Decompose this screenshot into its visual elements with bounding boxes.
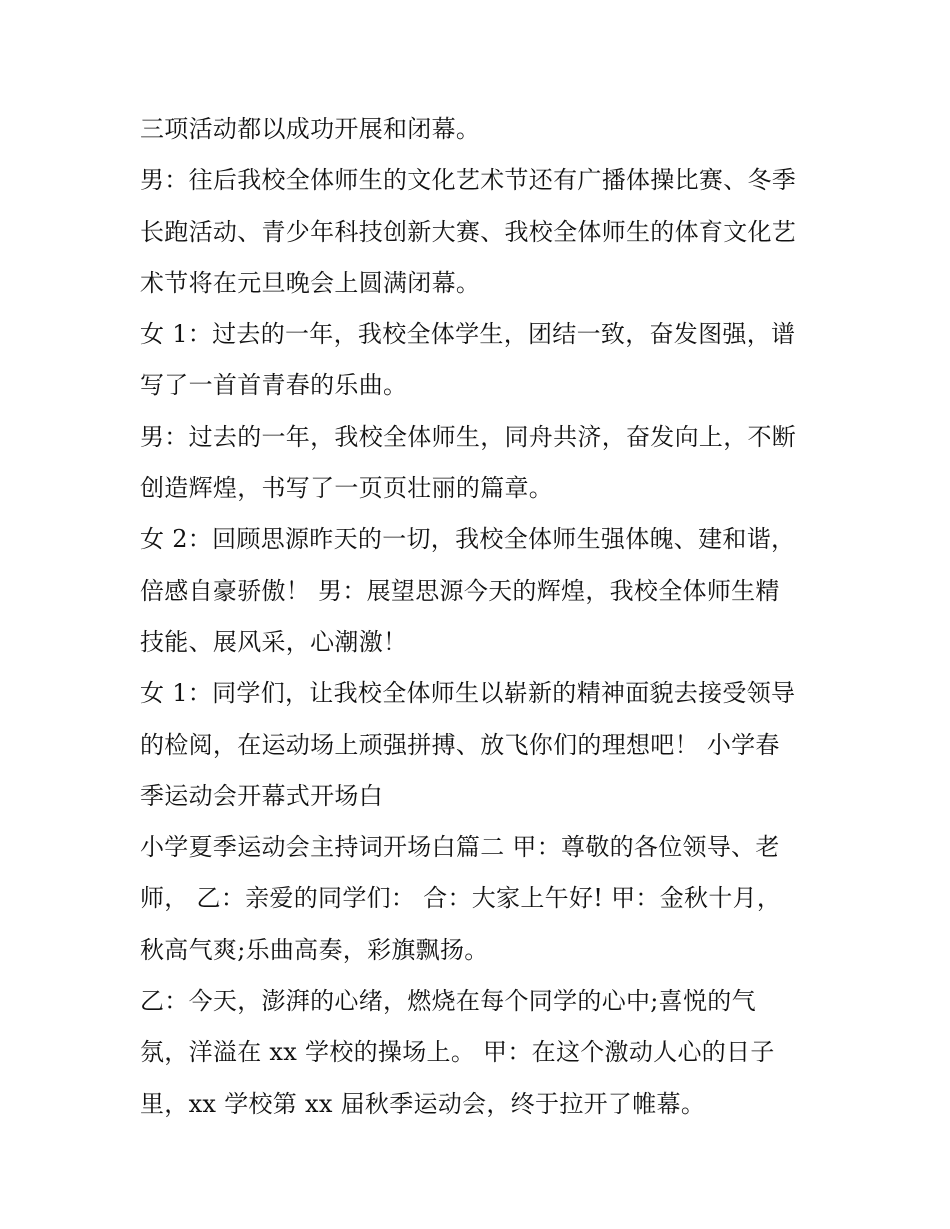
text-line: 乙：今天，澎湃的心绪，燃烧在每个同学的心中;喜悦的气 <box>140 987 756 1016</box>
text-line: 女 1：过去的一年，我校全体学生，团结一致，奋发图强，谱 <box>140 320 796 349</box>
text-line: 女 2：回顾思源昨天的一切，我校全体师生强体魄、建和谐， <box>140 525 796 554</box>
text-line: 女 1：同学们，让我校全体师生以崭新的精神面貌去接受领导 <box>140 679 796 708</box>
text-line: 的检阅，在运动场上顽强拼搏、放飞你们的理想吧！ 小学春 <box>140 730 780 759</box>
text-line: 技能、展风采，心潮激！ <box>140 627 408 656</box>
text-line: 男：过去的一年，我校全体师生，同舟共济，奋发向上，不断 <box>140 422 797 451</box>
text-line: 小学夏季运动会主持词开场白篇二 甲：尊敬的各位领导、老 <box>140 833 780 862</box>
text-line: 师， 乙：亲爱的同学们： 合：大家上午好! 甲：金秋十月， <box>140 884 782 913</box>
text-line: 季运动会开幕式开场白 <box>140 781 383 810</box>
text-line: 里，xx 学校第 xx 届秋季运动会，终于拉开了帷幕。 <box>140 1089 706 1118</box>
text-line: 男：往后我校全体师生的文化艺术节还有广播体操比赛、冬季 <box>140 166 797 195</box>
text-line: 秋高气爽;乐曲高奏，彩旗飘扬。 <box>140 935 489 964</box>
text-line: 氛，洋溢在 xx 学校的操场上。 甲：在这个激动人心的日子 <box>140 1038 775 1067</box>
text-line: 创造辉煌，书写了一页页壮丽的篇章。 <box>140 474 554 503</box>
text-line: 写了一首首青春的乐曲。 <box>140 371 408 400</box>
text-line: 倍感自豪骄傲！ 男：展望思源今天的辉煌，我校全体师生精 <box>140 576 780 605</box>
text-line: 三项活动都以成功开展和闭幕。 <box>140 115 481 143</box>
text-line: 术节将在元旦晚会上圆满闭幕。 <box>140 268 481 297</box>
document-body <box>140 104 830 1130</box>
text-line: 长跑活动、青少年科技创新大赛、我校全体师生的体育文化艺 <box>140 217 797 246</box>
